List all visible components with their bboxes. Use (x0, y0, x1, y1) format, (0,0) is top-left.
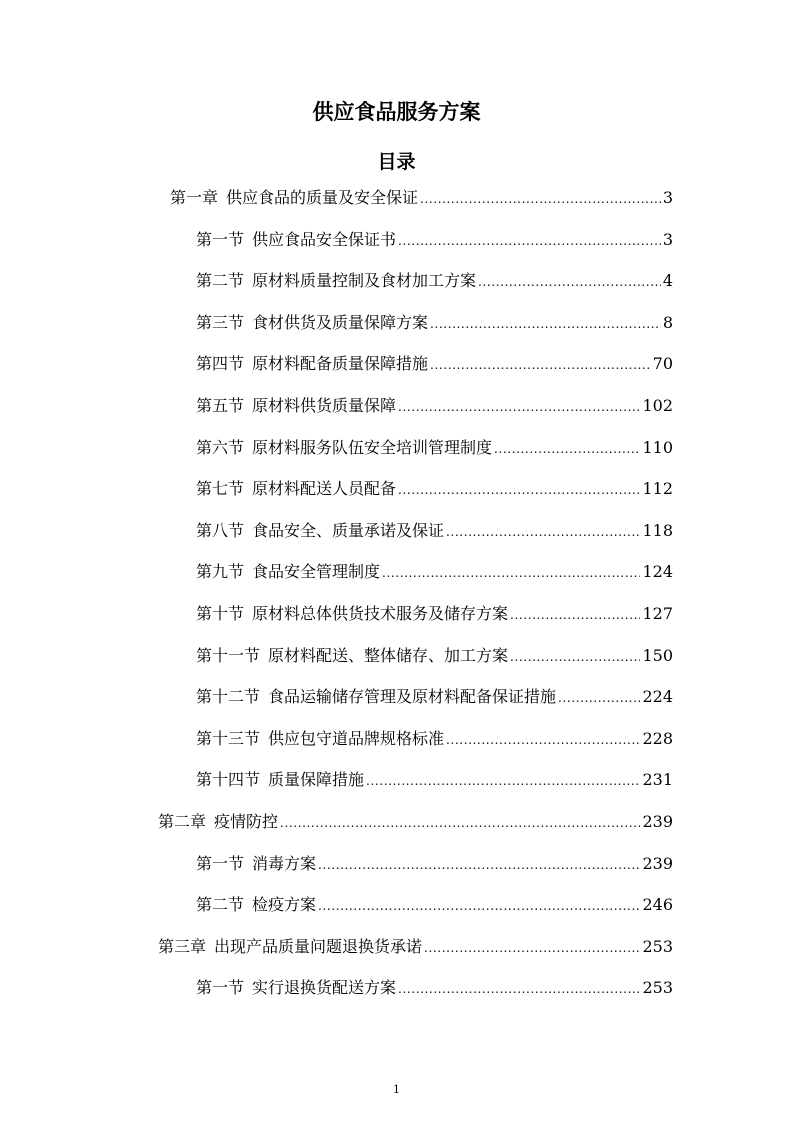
toc-chapter-entry[interactable] (158, 932, 673, 962)
dot-leader (318, 890, 640, 921)
toc-entry-title: 供应包守道品牌规格标准 (268, 728, 445, 748)
toc-entry-title: 出现产品质量问题退换货承诺 (214, 936, 423, 956)
toc-section-entry[interactable] (196, 557, 673, 587)
toc-section-entry[interactable] (196, 516, 673, 546)
toc-section-entry[interactable] (196, 973, 673, 1003)
dot-leader (510, 641, 640, 672)
toc-entry-number: 第十节 (196, 604, 245, 623)
toc-entry-title: 原材料服务队伍安全培训管理制度 (252, 437, 493, 457)
toc-entry-number: 第十四节 (196, 770, 261, 790)
toc-entry-number: 第十一节 (196, 645, 261, 665)
toc-entry-number: 第一节 (196, 229, 245, 249)
toc-entry-title: 实行退换货配送方案 (252, 978, 397, 998)
toc-entry-title: 供应食品的质量及安全保证 (226, 188, 419, 207)
toc-section-entry[interactable] (196, 266, 673, 296)
toc-entry-number: 第三章 (158, 936, 207, 956)
dot-leader (446, 516, 640, 547)
toc-section-entry[interactable] (196, 849, 673, 879)
toc-entry-page: 124 (642, 562, 673, 582)
dot-leader (280, 807, 640, 838)
toc-entry-number: 第五节 (196, 396, 245, 415)
toc-entry-page: 253 (642, 936, 673, 956)
toc-section-entry[interactable] (196, 682, 673, 712)
toc-entry-page: 239 (642, 853, 673, 873)
toc-entry-title: 食品安全、质量承诺及保证 (252, 520, 445, 540)
toc-entry-title: 供应食品安全保证书 (252, 229, 397, 249)
toc-entry-page: 118 (642, 520, 673, 540)
toc-entry-page: 3 (662, 229, 673, 249)
toc-section-entry[interactable] (196, 433, 673, 463)
toc-section-entry[interactable] (196, 225, 673, 255)
toc-section-entry[interactable] (196, 308, 673, 338)
toc-section-entry[interactable] (196, 349, 673, 379)
toc-entry-number: 第六节 (196, 437, 245, 457)
dot-leader (430, 308, 661, 339)
dot-leader (398, 225, 661, 256)
document-title: 供应食品服务方案 (312, 100, 481, 124)
toc-entry-title: 原材料总体供货技术服务及储存方案 (252, 604, 509, 623)
dot-leader (430, 349, 651, 380)
toc-entry-page: 8 (662, 312, 673, 332)
dot-leader (510, 599, 640, 630)
toc-entry-number: 第三节 (196, 312, 245, 332)
toc-entry-title: 原材料供货质量保障 (252, 396, 397, 415)
toc-entry-number: 第一节 (196, 853, 245, 873)
toc-entry-page: 228 (642, 728, 673, 748)
dot-leader (558, 682, 640, 713)
toc-section-entry[interactable] (196, 890, 673, 920)
toc-entry-title: 疫情防控 (214, 812, 279, 831)
toc-entry-title: 质量保障措施 (268, 770, 365, 790)
toc-entry-page: 4 (662, 271, 673, 291)
toc-entry-page: 112 (642, 479, 673, 499)
toc-entry-title: 原材料配送人员配备 (252, 479, 397, 499)
toc-chapter-entry[interactable] (158, 807, 673, 837)
toc-entry-number: 第十三节 (196, 728, 261, 748)
dot-leader (494, 433, 640, 464)
toc-entry-page: 110 (642, 437, 673, 457)
toc-entry-title: 食材供货及质量保障方案 (252, 312, 429, 332)
toc-entry-title: 原材料配备质量保障措施 (252, 354, 429, 374)
toc-section-entry[interactable] (196, 724, 673, 754)
toc-entry-page: 127 (642, 604, 673, 623)
toc-entry-number: 第一章 (170, 188, 219, 207)
toc-entry-number: 第七节 (196, 479, 245, 499)
toc-entry-number: 第四节 (196, 354, 245, 374)
toc-entry-number: 第二节 (196, 895, 245, 915)
toc-entry-page: 246 (642, 895, 673, 915)
toc-entry-title: 原材料配送、整体储存、加工方案 (268, 645, 509, 665)
toc-entry-number: 第二章 (158, 812, 207, 831)
dot-leader (424, 932, 640, 963)
page-number: 1 (393, 1083, 400, 1096)
toc-entry-title: 原材料质量控制及食材加工方案 (252, 271, 477, 291)
toc-entry-number: 第一节 (196, 978, 245, 998)
dot-leader (382, 557, 640, 588)
toc-entry-page: 3 (662, 188, 673, 207)
toc-chapter-entry[interactable] (170, 183, 673, 213)
toc-entry-page: 102 (642, 396, 673, 415)
toc-entry-number: 第九节 (196, 562, 245, 582)
toc-section-entry[interactable] (196, 641, 673, 671)
toc-entry-number: 第八节 (196, 520, 245, 540)
toc-entry-title: 消毒方案 (252, 853, 317, 873)
toc-entry-page: 70 (652, 354, 673, 374)
toc-section-entry[interactable] (196, 599, 673, 629)
toc-entry-page: 150 (642, 645, 673, 665)
toc-entry-number: 第十二节 (196, 687, 261, 707)
dot-leader (478, 266, 661, 297)
toc-entry-title: 食品运输储存管理及原材料配备保证措施 (268, 687, 557, 707)
toc-entry-title: 检疫方案 (252, 895, 317, 915)
dot-leader (398, 474, 640, 505)
toc-entry-number: 第二节 (196, 271, 245, 291)
toc-section-entry[interactable] (196, 391, 673, 421)
dot-leader (398, 973, 640, 1004)
toc-section-entry[interactable] (196, 474, 673, 504)
toc-heading: 目录 (377, 151, 416, 173)
dot-leader (366, 765, 640, 796)
toc-entry-page: 239 (642, 812, 673, 831)
toc-entry-page: 253 (642, 978, 673, 998)
toc-entry-page: 224 (642, 687, 673, 707)
toc-entry-page: 231 (642, 770, 673, 790)
dot-leader (318, 849, 640, 880)
dot-leader (420, 183, 661, 214)
dot-leader (446, 724, 640, 755)
toc-entry-title: 食品安全管理制度 (252, 562, 381, 582)
toc-section-entry[interactable] (196, 765, 673, 795)
dot-leader (398, 391, 640, 422)
